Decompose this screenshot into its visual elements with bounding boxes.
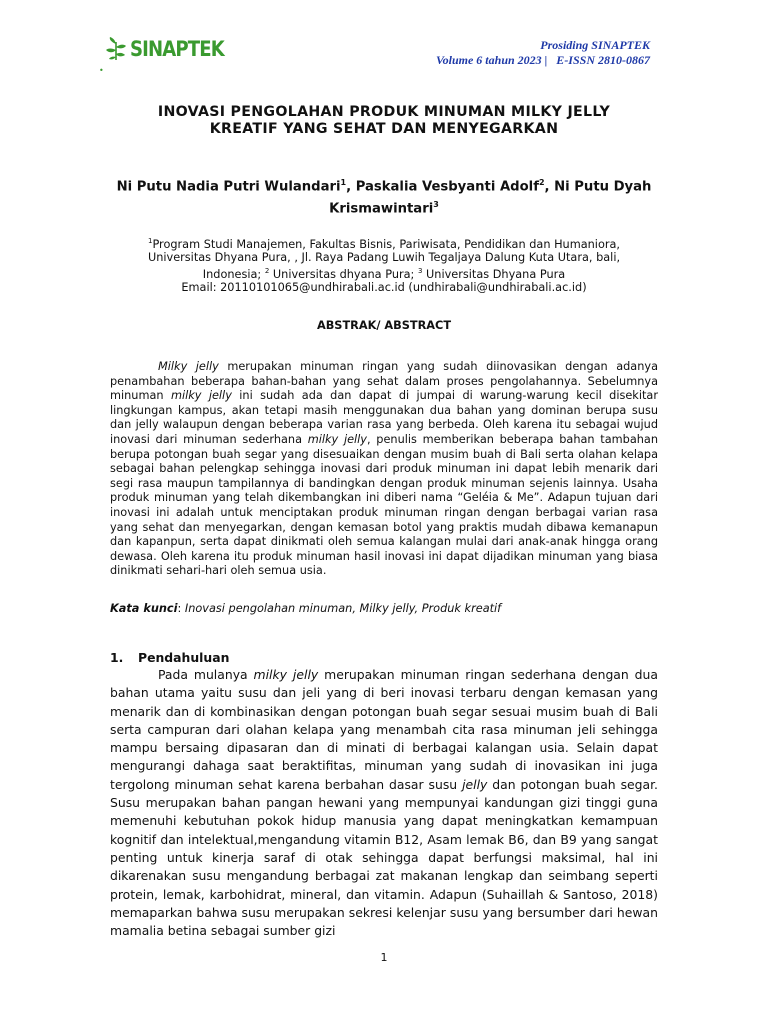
section-title: Pendahuluan — [138, 650, 230, 665]
abstract-term-3: milky jelly — [307, 432, 367, 446]
body-text-2: merupakan minuman ringan sederhana dengan dua bahan utama yaitu susu dan jeli yang di beri inovasi terbaru dengan kemasan yang menarik dan di kombinasikan dengan potongan buah segar sesuai musim buah di Bali serta campuran dari olahan kelapa yang menambah cita rasa minuman jeli sehingga mampu bersaing dipasaran dan di minati di berbagai kalangan usia. Selain dapat mengurangi dahaga saat beraktifitas, minuman yang sudah di inovasikan ini juga tergolong minuman sehat karena berbahan dasar susu — [110, 667, 658, 792]
leaf-icon — [105, 36, 127, 62]
author-1-sup: 1 — [340, 178, 347, 187]
journal-name: Prosiding SINAPTEK — [540, 38, 650, 52]
paper-title — [110, 104, 658, 138]
section-heading — [110, 650, 229, 665]
journal-header — [436, 38, 650, 68]
title-line-2: KREATIF YANG SEHAT DAN MENYEGARKAN — [209, 121, 559, 137]
affiliation-text-3a: Indonesia; — [202, 267, 265, 281]
title-line-1: INOVASI PENGOLAHAN PRODUK MINUMAN MILKY JELLY — [157, 104, 611, 120]
author-email: Email: 20110101065@undhirabali.ac.id (undhirabali@undhirabali.ac.id) — [181, 281, 587, 295]
body-term-2: jelly — [462, 776, 488, 792]
body-paragraph — [110, 666, 658, 940]
affiliation-sup-3: 3 — [417, 266, 423, 275]
affiliation-line-3 — [110, 265, 658, 281]
sinaptek-logo — [105, 36, 239, 62]
affiliation-text-1: Program Studi Manajemen, Fakultas Bisnis, Pariwisata, Pendidikan dan Humaniora, — [152, 237, 621, 251]
affiliation-line-2: Universitas Dhyana Pura, , Jl. Raya Padang Luwih Tegaljaya Dalung Kuta Utara, bali, — [147, 251, 621, 265]
body-text-3: dan potongan buah segar. Susu merupakan bahan pangan hewani yang mempunyai kandungan gizi tinggi guna memenuhi kebutuhan pokok hidup manusia yang dapat meningkatkan kemampuan kognitif dan intelektual,mengandung vitamin B12, Asam lemak B6, dan B9 yang sangat penting untuk kinerja saraf di otak sehingga dapat berfungsi maksimal, hal ini dikarenakan susu mengandung berbagai zat makanan lengkap dan seimbang seperti protein, lemak, karbohidrat, mineral, dan vitamin. Adapun (Suhaillah & Santoso, 2018) memaparkan bahwa susu merupakan sekresi kelenjar susu yang bersumber dari hewan mamalia betina sebagai sumber gizi — [110, 776, 658, 939]
author-2: , Paskalia Vesbyanti Adolf — [346, 179, 539, 195]
author-3-sup: 3 — [433, 200, 439, 210]
abstract-paragraph — [110, 360, 658, 579]
keywords-label: Kata kunci — [110, 602, 178, 615]
keywords — [110, 602, 658, 615]
volume-issn: Volume 6 tahun 2023 | E-ISSN 2810-0867 — [435, 53, 650, 67]
author-3: , Ni Putu Dyah Krismawintari — [329, 179, 652, 217]
affiliation-sup-2: 2 — [264, 266, 270, 275]
logo-text: SINAPTEK — [130, 37, 224, 61]
affiliation-text-3c: Universitas Dhyana Pura — [422, 267, 566, 281]
affiliation-block — [110, 235, 658, 295]
keywords-value: Inovasi pengolahan minuman, Milky jelly, Produk kreatif — [184, 602, 502, 615]
abstract-term-1: Milky jelly — [158, 360, 219, 373]
affiliation-line-1 — [110, 235, 658, 251]
body-term-1: milky jelly — [253, 667, 319, 682]
abstract-heading: ABSTRAK/ ABSTRACT — [316, 319, 452, 332]
author-1: Ni Putu Nadia Putri Wulandari — [116, 179, 341, 195]
abstract-text-1: merupakan minuman ringan yang sudah diinovasikan dengan adanya penambahan beberapa bahan-bahan yang sehat dalam proses pengolahannya. Sebelumnya minuman — [110, 360, 658, 403]
affiliation-sup-1: 1 — [147, 237, 153, 245]
body-text-1: Pada mulanya — [158, 667, 254, 682]
page-number: 1 — [380, 951, 388, 964]
section-number: 1. — [110, 650, 124, 665]
author-2-sup: 2 — [538, 178, 545, 187]
affiliation-text-3b: Universitas dhyana Pura; — [269, 267, 418, 281]
keywords-colon: : — [177, 602, 185, 615]
section-body — [110, 666, 658, 940]
logo-dot: • — [99, 66, 104, 75]
author-list — [110, 174, 658, 219]
abstract-text-2: ini sudah ada dan dapat di jumpai di warung-warung kecil disekitar lingkungan kampus, akan tetapi masih menggunakan dua bahan yang dominan berupa susu dan jelly walaupun dengan beberapa varian rasa yang berbeda. Oleh karena itu sebagai wujud inovasi dari minuman sederhana — [110, 389, 658, 446]
abstract-text-3: , penulis memberikan beberapa bahan tambahan berupa potongan buah segar yang disesuaikan dengan musim buah di Bali serta olahan kelapa sebagai bahan pelengkap sehingga inovasi dari produk minuman ini dapat lebih menarik dari segi rasa maupun tampilannya di bandingkan dengan produk minuman sejenis lainnya. Usaha produk minuman yang telah dikembangkan ini diberi nama “Geléia & Me”. Adapun tujuan dari inovasi ini adalah untuk menciptakan produk minuman ringan dengan berbagai varian rasa yang sehat dan menyegarkan, dengan kemasan botol yang praktis mudah dibawa kemanapun dan kapanpun, serta dapat dinikmati oleh semua kalangan mulai dari anak-anak hingga orang dewasa. Oleh karena itu produk minuman hasil inovasi ini dapat dijadikan minuman yang biasa dinikmati sehari-hari oleh semua usia. — [110, 432, 659, 578]
abstract-term-2: milky jelly — [170, 389, 232, 403]
abstract-body — [110, 360, 658, 579]
